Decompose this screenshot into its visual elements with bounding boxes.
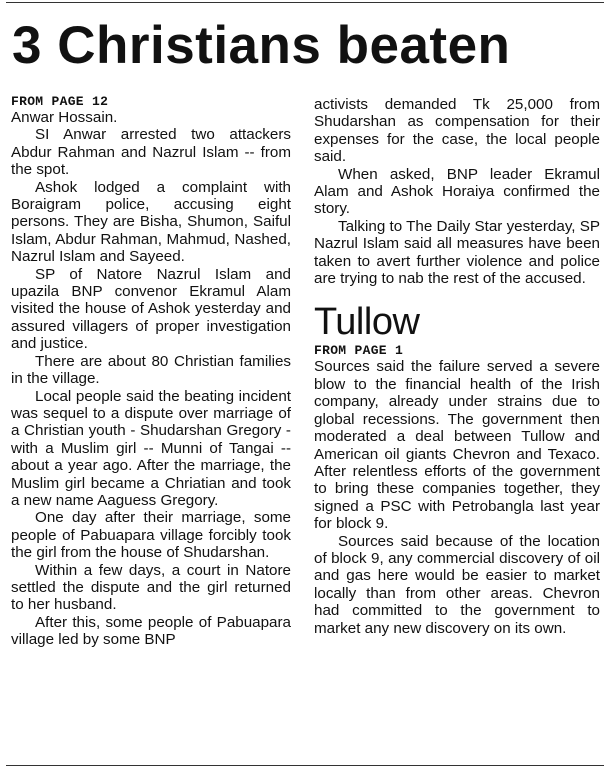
paragraph: One day after their marriage, some people of Pabuapara village forcibly took the girl from the house of Shudarshan. bbox=[11, 509, 291, 562]
bottom-rule bbox=[6, 765, 604, 766]
tullow-kicker: FROM PAGE 1 bbox=[314, 343, 404, 359]
paragraph: Ashok lodged a complaint with Boraigram police, accusing eight persons. They are Bisha, Shumon, Saiful Islam, Abdur Rahman, Mahmud, Nashed, Nazrul Islam and Sayeed. bbox=[11, 178, 291, 266]
article-headline: 3 Christians beaten bbox=[12, 16, 511, 75]
left-column bbox=[11, 95, 291, 649]
paragraph: After this, some people of Pabuapara village led by some BNP bbox=[11, 613, 291, 649]
paragraph: Within a few days, a court in Natore settled the dispute and the girl returned to her husband. bbox=[11, 561, 291, 614]
paragraph: Sources said because of the location of block 9, any commercial discovery of oil and gas here would be easier to market locally than from other areas. Chevron had committed to the government to market any new discovery on its own. bbox=[314, 532, 600, 637]
tullow-headline: Tullow bbox=[314, 301, 420, 344]
paragraph: SI Anwar arrested two attackers Abdur Rahman and Nazrul Islam -- from the spot. bbox=[11, 126, 291, 179]
paragraph: When asked, BNP leader Ekramul Alam and Ashok Horaiya confirmed the story. bbox=[314, 165, 600, 218]
continuation-kicker: FROM PAGE 12 bbox=[11, 94, 109, 109]
paragraph: Local people said the beating incident was sequel to a dispute over marriage of a Christian youth - Shudarshan Gregory - with a Muslim girl -- Munni of Tangai -- about a year ago. After the marriage, the Muslim girl became a Chriatian and took a new name Aaguess Gregory. bbox=[11, 387, 291, 509]
paragraph: Sources said the failure served a severe blow to the financial health of the Irish company, already under strains due to global recessions. The government then moderated a deal between Tullow and American oil giants Chevron and Texaco. After relentless efforts of the government to bring these companies together, they signed a PSC with Petrobangla last year for block 9. bbox=[314, 358, 600, 533]
top-rule bbox=[6, 2, 604, 3]
right-column bbox=[314, 96, 600, 637]
paragraph: Talking to The Daily Star yesterday, SP Nazrul Islam said all measures have been taken to avert further violence and police are trying to nab the rest of the accused. bbox=[314, 217, 600, 288]
paragraph: activists demanded Tk 25,000 from Shudarshan as compensation for their expenses for the case, the local people said. bbox=[314, 96, 600, 166]
paragraph: SP of Natore Nazrul Islam and upazila BNP convenor Ekramul Alam visited the house of Ashok yesterday and assured villagers of proper investigation and justice. bbox=[11, 265, 291, 353]
paragraph: Anwar Hossain. bbox=[11, 109, 118, 126]
paragraph: There are about 80 Christian families in the village. bbox=[11, 352, 291, 388]
